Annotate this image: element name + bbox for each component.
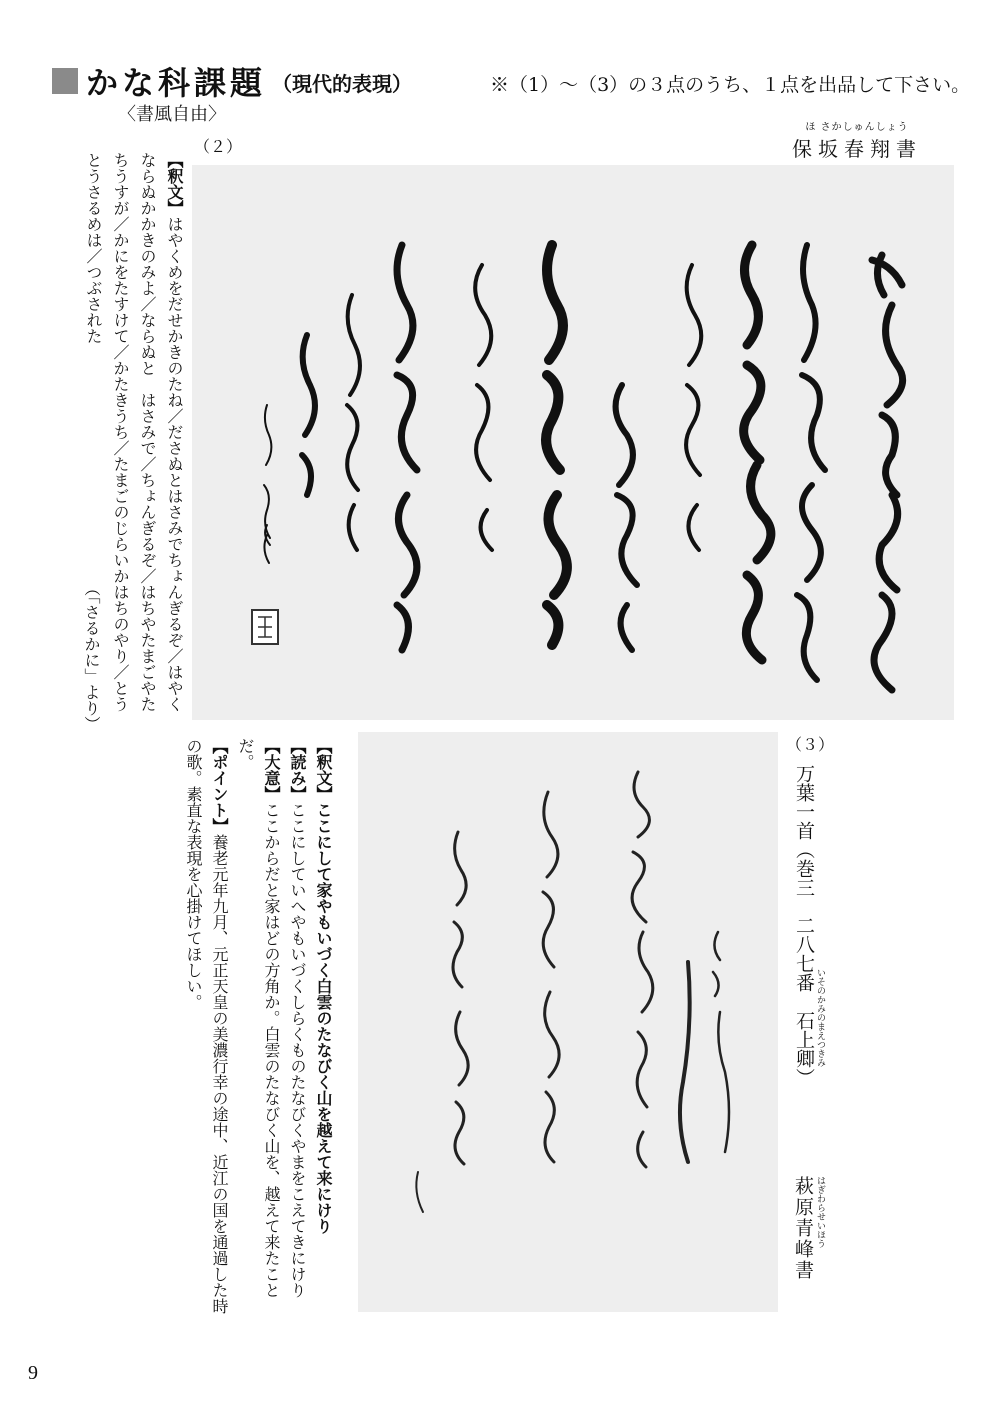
section-3-shakumon-label: 【釈文】 (314, 738, 333, 802)
calligraphy-strokes-2 (192, 165, 954, 720)
section-3-yomi-line (284, 738, 310, 1318)
section-3-author-ruby: はぎわらせいほう (815, 1176, 825, 1248)
section-2-author-ruby: ほ さかしゅんしょう (805, 122, 909, 133)
section-2-label: （２） (194, 137, 243, 156)
section-3-author: 萩原青峰書 (792, 1176, 814, 1281)
page-number: 9 (28, 1362, 38, 1384)
section-3-point: 養老元年九月、元正天皇の美濃行幸の途中、近江の国を通過した時の歌。素直な表現を心掛けてほしい。 (184, 738, 229, 1314)
section-3-label: （３） (786, 735, 835, 754)
page-subtitle: （現代的表現） (272, 72, 412, 96)
calligraphy-strokes-3 (358, 732, 778, 1312)
section-3-yomi-label: 【読み】 (288, 738, 307, 802)
section-3-taii: ここからだと家はどの方角か。白雲のたなびく山を、越えて来たことだ。 (236, 738, 281, 1298)
section-3-notes (180, 738, 336, 1318)
section-3-taii-line (232, 738, 284, 1318)
section-3-shakumon-line (310, 738, 336, 1318)
section-3-shakumon: ここにして家やもいづく白雲のたなびく山を越えて来にけり (314, 802, 333, 1234)
section-2-author: 保坂春翔書 (792, 137, 922, 161)
section-2-shakumon-label: 【釈文】 (165, 152, 184, 216)
section-3-point-line (180, 738, 232, 1318)
calligraphy-artwork-3 (358, 732, 778, 1312)
style-note: 〈書風自由〉 (118, 104, 226, 125)
section-3-yomi: ここにしていへやもいづくしらくものたなびくやまをこえてきにけり (288, 802, 307, 1298)
section-2-author-group (792, 118, 922, 162)
section-2-source: （「さるかに」より） (82, 580, 101, 732)
section-2-shakumon: はやくめをだせかきのたね／ださぬとはさみでちょんぎるぞ／はやくならぬかかきのみよ／ならぬと はさみで／ちょんぎるぞ／はちやたまごやたちうすが／かにをたすけて／かたきうち／たまごのじらいかはちのやり／とうとうさるめは／つぶされた (84, 152, 184, 712)
submission-note: ※（1）～（3）の３点のうち、１点を出品して下さい。 (490, 74, 971, 96)
page-title: かな科課題 (86, 64, 267, 102)
section-3-taii-label: 【大意】 (262, 738, 281, 802)
calligraphy-artwork-2 (192, 165, 954, 720)
section-3-title: 万葉一首（巻三 二八七番 石上卿） (793, 764, 815, 1087)
section-3-title-ruby: いそのかみのまえつきみ (815, 968, 825, 1067)
title-square-mark (52, 68, 78, 94)
section-3-point-label: 【ポイント】 (210, 738, 229, 834)
